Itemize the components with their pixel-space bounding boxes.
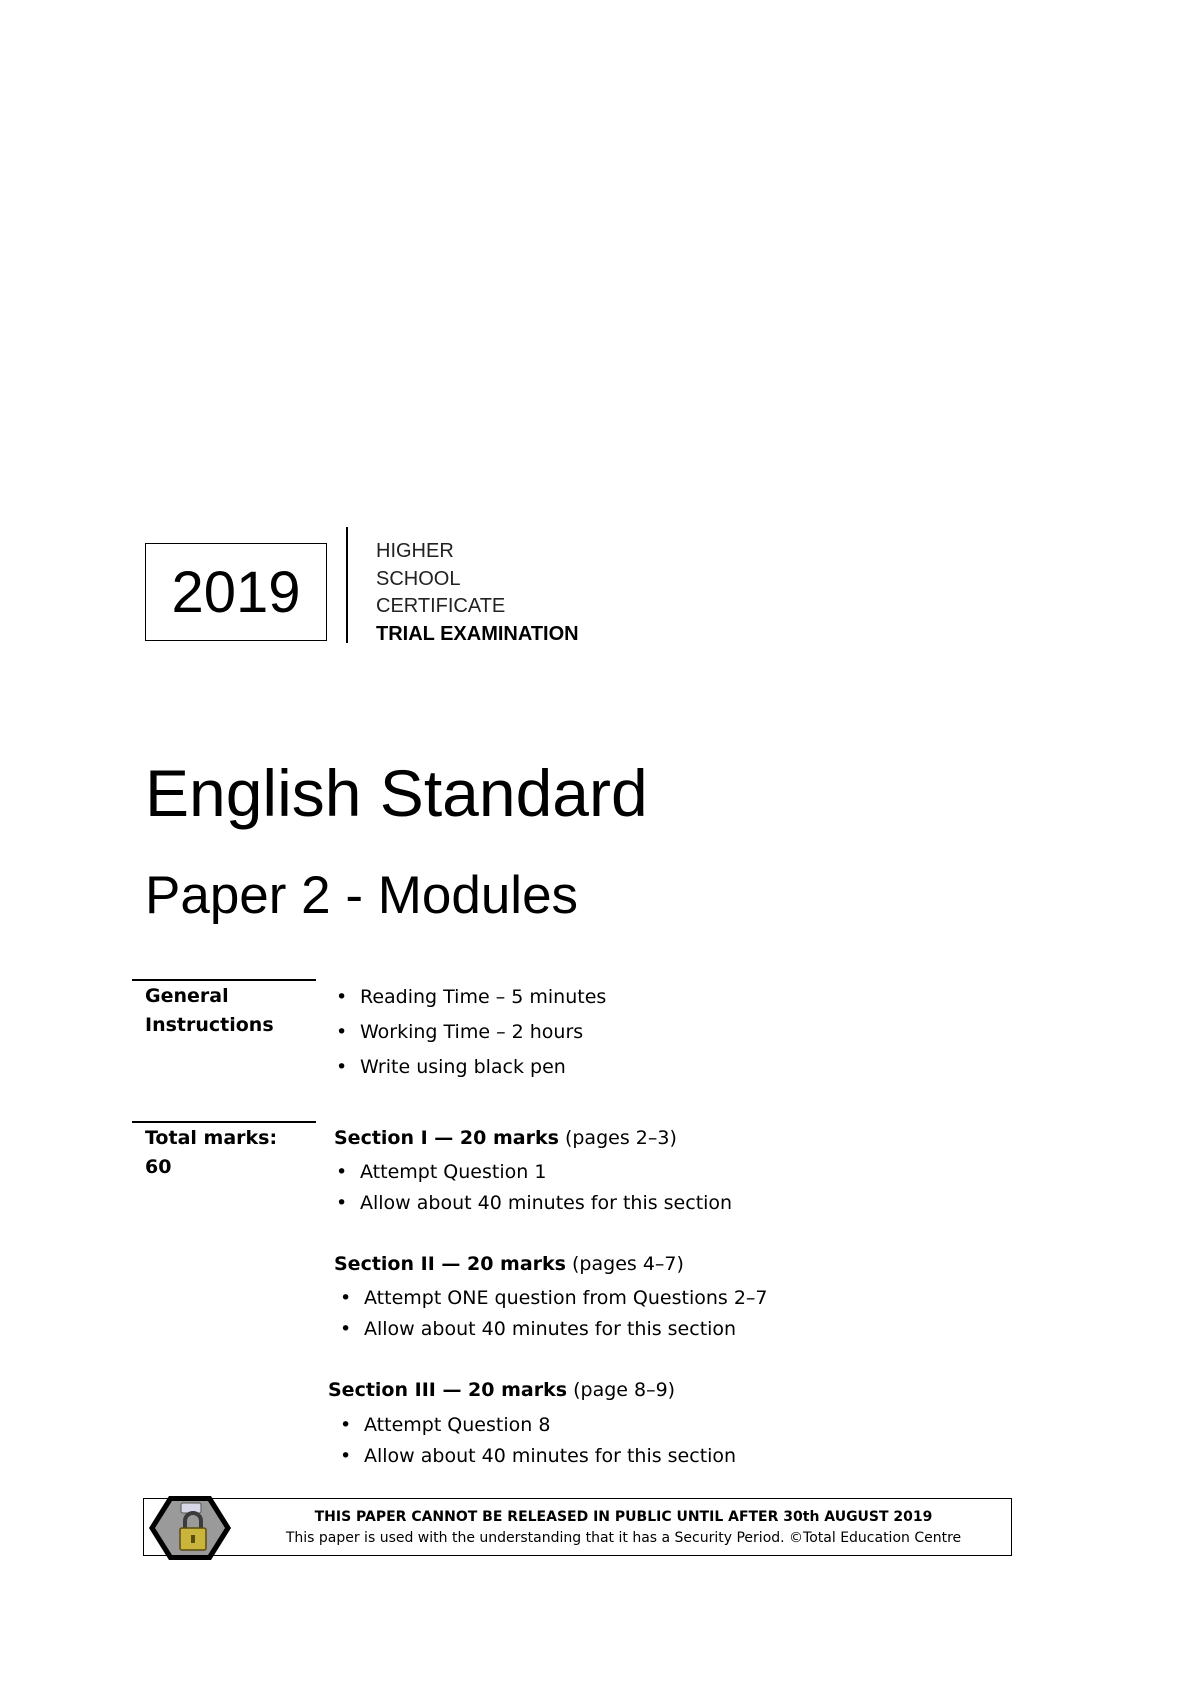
general-instructions-label [145, 982, 274, 1040]
label-line: Instructions [145, 1014, 274, 1036]
hsc-line-certificate: CERTIFICATE [376, 595, 506, 617]
section-heading-bold: Section II — 20 marks [334, 1253, 566, 1275]
list-item: • Working Time – 2 hours [334, 1015, 606, 1050]
list-item: • Attempt Question 8 [338, 1410, 736, 1441]
general-instructions-list [334, 980, 606, 1085]
label-line: General [145, 985, 229, 1007]
exam-type: TRIAL EXAMINATION [376, 622, 579, 645]
header-divider [346, 527, 348, 643]
general-instructions-rule [132, 979, 316, 981]
page-subtitle: Paper 2 - Modules [145, 866, 579, 925]
section-heading-pages: (page 8–9) [567, 1379, 676, 1401]
page-title: English Standard [145, 756, 648, 830]
section-3-heading [328, 1376, 675, 1405]
security-period-note: This paper is used with the understanding that it has a Security Period. ©Total Education Centre [285, 1530, 962, 1546]
section-heading-pages: (pages 4–7) [565, 1253, 684, 1275]
hsc-line-school: SCHOOL [376, 567, 461, 590]
hsc-label [376, 538, 579, 648]
padlock-icon [145, 1493, 235, 1563]
label-line: Total marks: [145, 1127, 278, 1149]
list-item: • Attempt Question 1 [334, 1157, 732, 1188]
list-item: • Allow about 40 minutes for this section [334, 1188, 732, 1219]
release-notice: THIS PAPER CANNOT BE RELEASED IN PUBLIC UNTIL AFTER 30th AUGUST 2019 [314, 1509, 933, 1525]
total-marks-value: 60 [145, 1156, 172, 1178]
section-heading-bold: Section I — 20 marks [334, 1127, 559, 1149]
section-2-heading [334, 1250, 684, 1279]
total-marks-label [145, 1124, 277, 1182]
section-2-list [338, 1283, 768, 1345]
hsc-line-higher: HIGHER [376, 540, 454, 562]
section-3-list [338, 1410, 736, 1472]
list-item: • Attempt ONE question from Questions 2–7 [338, 1283, 768, 1314]
section-heading-pages: (pages 2–3) [558, 1127, 677, 1149]
total-marks-rule [132, 1121, 316, 1123]
list-item: • Reading Time – 5 minutes [334, 980, 606, 1015]
section-1-list [334, 1157, 732, 1219]
exam-year: 2019 [171, 559, 301, 625]
section-1-heading [334, 1124, 677, 1153]
section-heading-bold: Section III — 20 marks [328, 1379, 568, 1401]
security-notice [143, 1498, 1012, 1556]
list-item: • Allow about 40 minutes for this section [338, 1314, 768, 1345]
year-box [145, 543, 327, 641]
list-item: • Write using black pen [334, 1050, 606, 1085]
list-item: • Allow about 40 minutes for this section [338, 1441, 736, 1472]
